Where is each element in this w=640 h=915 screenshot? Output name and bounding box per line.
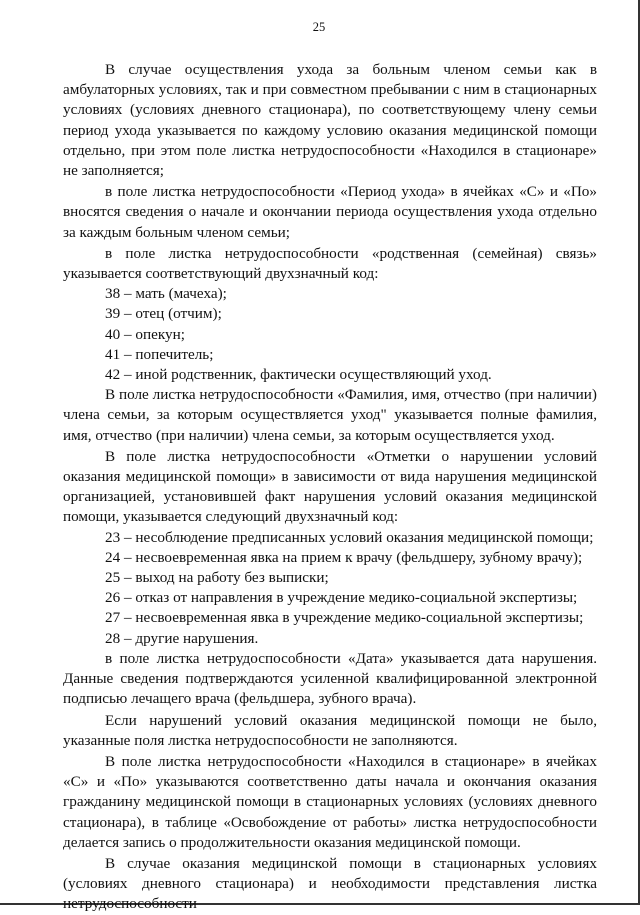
code-list-item: 38 – мать (мачеха); <box>105 285 227 303</box>
code-list-item: 26 – отказ от направления в учреждение медико-социальной экспертизы; <box>105 589 578 607</box>
paragraph: Если нарушений условий оказания медицинской помощи не было, указанные поля листка нетрудоспособности не заполняются. <box>63 711 597 749</box>
paragraph: В поле листка нетрудоспособности «Отметки о нарушении условий оказания медицинской помощи» в зависимости от вида нарушения медицинской организацией, установившей факт нарушения условий оказания медицинской помощи, указывается следующий двухзначный код: <box>63 447 597 526</box>
paragraph: в поле листка нетрудоспособности «родственная (семейная) связь» указывается соответствующий двухзначный код: <box>63 244 597 283</box>
paragraph: В случае оказания медицинской помощи в стационарных условиях (условиях дневного стационара) и необходимости представления листка нетрудоспособности <box>63 854 597 913</box>
paragraph: в поле листка нетрудоспособности «Период ухода» в ячейках «С» и «По» вносятся сведения о начале и окончании периода осуществления ухода отдельно за каждым больным членом семьи; <box>63 183 597 241</box>
code-list-item: 41 – попечитель; <box>105 345 214 363</box>
code-list-item: 27 – несвоевременная явка в учреждение медико-социальной экспертизы; <box>105 609 584 627</box>
code-list-item: 42 – иной родственник, фактически осуществляющий уход. <box>105 366 492 384</box>
code-list-item: 39 – отец (отчим); <box>105 305 222 323</box>
paragraph: В поле листка нетрудоспособности «Находился в стационаре» в ячейках «С» и «По» указываются соответственно даты начала и окончания оказания гражданину медицинской помощи в стационарных условиях (условиях дневного стационара), в таблице «Освобождение от работы» листка нетрудоспособности делается запись о продолжительности оказания медицинской помощи. <box>63 752 597 851</box>
code-list-item: 25 – выход на работу без выписки; <box>105 569 329 587</box>
paragraph: В поле листка нетрудоспособности «Фамилия, имя, отчество (при наличии) члена семьи, за которым осуществляется уход" указывается полные фамилия, имя, отчество (при наличии) члена семьи, за которым осуществляется уход. <box>63 386 597 444</box>
page-number: 25 <box>312 20 326 34</box>
paragraph: В случае осуществления ухода за больным членом семьи как в амбулаторных условиях, так и при совместном пребывании с ним в стационарных условиях (условиях дневного стационара), по соответствующему члену семьи период ухода указывается по каждому условию оказания медицинской помощи отдельно, при этом поле листка нетрудоспособности «Находился в стационаре» не заполняется; <box>63 61 597 180</box>
document-body <box>63 60 597 915</box>
paragraph: в поле листка нетрудоспособности «Дата» указывается дата нарушения. Данные сведения подтверждаются усиленной квалифицированной электронной подписью лечащего врача (фельдшера, зубного врача). <box>63 649 597 708</box>
code-list-item: 23 – несоблюдение предписанных условий оказания медицинской помощи; <box>105 528 594 546</box>
code-list-item: 28 – другие нарушения. <box>105 629 259 647</box>
code-list-item: 40 – опекун; <box>105 325 185 343</box>
code-list-item: 24 – несвоевременная явка на прием к врачу (фельдшеру, зубному врачу); <box>105 548 583 566</box>
